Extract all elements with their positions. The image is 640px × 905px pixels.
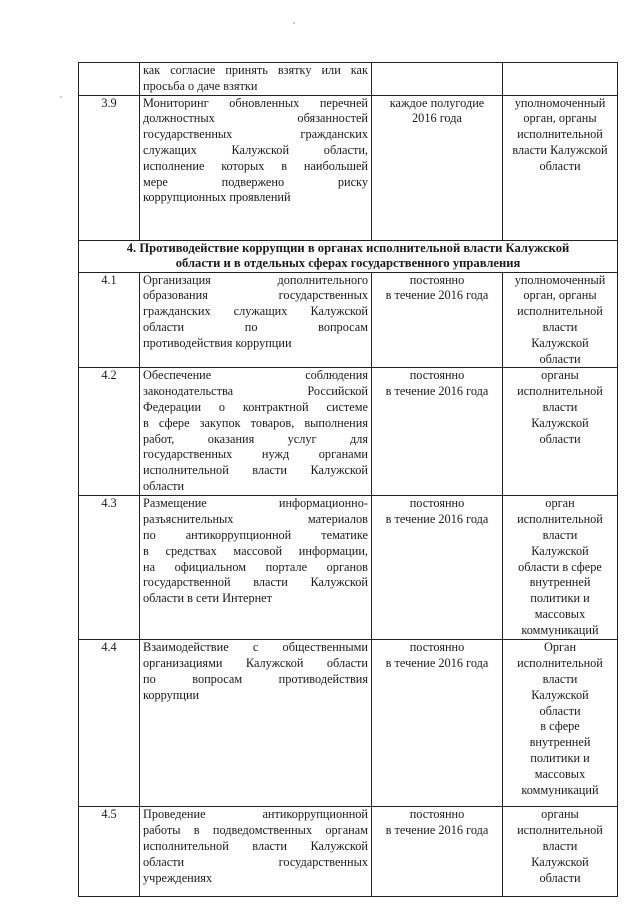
text-line: 4. Противодействие коррупции в органах исполнительной власти Калужской [126,240,570,255]
text-line: области по вопросам [143,319,368,334]
text-line: как согласие принять взятку или как [143,63,368,77]
text-line: разъяснительных материалов [143,512,368,527]
text-line: исполнение которых в наибольшей [143,158,368,173]
text-line: постоянно [409,368,465,383]
text-line: каждое полугодие [389,95,485,110]
text-line: в течение 2016 года [385,288,489,303]
text-line: политики и [530,750,590,765]
scan-speck [60,96,62,98]
execution-term [372,640,503,807]
text-line: государственных нужд органами [143,447,368,462]
text-line: Федерации о контрактной системе [143,399,368,414]
text-line: области [143,478,185,493]
text-line: власти [542,838,578,853]
text-line: постоянно [409,272,465,287]
responsible-executor [503,640,618,807]
text-line: области [539,431,581,446]
item-number: 4.5 [79,807,140,897]
execution-term [372,95,503,240]
measure-description [140,640,372,807]
text-line: в сфере [540,719,580,734]
text-line: учреждениях [143,870,213,885]
text-line: орган, органы [523,288,597,303]
text-line: Калужской [531,543,589,558]
text-line: области [539,158,581,173]
text-line: власти [542,671,578,686]
responsible-executor [503,496,618,640]
text-line: уполномоченный [514,272,606,287]
text-line: государственных гражданских [143,127,368,142]
text-line: власти Калужской [512,142,608,157]
text-line: работы в подведомственных органам [143,823,368,838]
item-number [79,63,140,96]
execution-term [372,272,503,368]
text-line: постоянно [409,640,465,655]
text-line: Организация дополнительного [143,272,368,287]
text-line: исполнительной [517,656,603,671]
text-line: государственной власти Калужской [143,575,368,590]
text-line: коммуникаций [521,622,599,637]
item-number: 4.4 [79,640,140,807]
execution-term [372,63,503,96]
text-line: на официальном портале органов [143,559,368,574]
item-number: 4.2 [79,368,140,496]
text-line: Калужской [531,415,589,430]
measure-description [140,63,372,96]
text-line: постоянно [409,496,465,511]
execution-term [372,807,503,897]
text-line: коррупционных проявлений [143,190,291,205]
text-line: исполнительной власти Калужской [143,463,368,478]
text-line: исполнительной [517,384,603,399]
text-line: служащих Калужской области, [143,142,368,157]
text-line: исполнительной [517,127,603,142]
text-line: Калужской [531,854,589,869]
table-row [79,272,618,368]
text-line: исполнительной [517,304,603,319]
text-line: власти [542,319,578,334]
text-line: области [539,870,581,885]
execution-term [372,368,503,496]
text-line: в течение 2016 года [385,823,489,838]
text-line: массовых [534,606,586,621]
section-heading-row [79,240,618,272]
text-line: просьба о даче взятки [143,78,258,93]
table-row [79,95,618,240]
text-line: работ, оказания услуг для [143,431,368,446]
text-line: коррупции [143,687,200,702]
action-plan-table [78,62,618,897]
item-number: 4.1 [79,272,140,368]
text-line: уполномоченный [514,95,606,110]
text-line: области [539,351,581,366]
measure-description [140,496,372,640]
table-row [79,368,618,496]
responsible-executor [503,63,618,96]
responsible-executor [503,95,618,240]
text-line: органы [541,368,579,383]
text-line: Размещение информационно- [143,496,368,511]
text-line: по антикоррупционной тематике [143,527,368,542]
text-line: исполнительной власти Калужской [143,838,368,853]
text-line: коммуникаций [521,782,599,797]
measure-description [140,807,372,897]
text-line: 2016 года [412,111,462,126]
table-row [79,496,618,640]
text-line: области в сети Интернет [143,591,273,606]
text-line: по вопросам противодействия [143,671,368,686]
text-line: в средствах массовой информации, [143,543,368,558]
text-line: должностных обязанностей [143,111,368,126]
measure-description [140,272,372,368]
text-line: Мониторинг обновленных перечней [143,95,368,110]
text-line: орган, органы [523,111,597,126]
text-line: власти [542,527,578,542]
text-line: Проведение антикоррупционной [143,807,368,822]
item-number: 3.9 [79,95,140,240]
measure-description [140,368,372,496]
responsible-executor [503,272,618,368]
text-line: в течение 2016 года [385,384,489,399]
table-row [79,63,618,96]
text-line: области и в отдельных сферах государственного управления [175,256,521,271]
text-line: власти [542,399,578,414]
scan-speck [293,22,295,24]
responsible-executor [503,807,618,897]
text-line: области государственных [143,854,368,869]
text-line: в течение 2016 года [385,656,489,671]
text-line: области в сфере [518,559,602,574]
table-row [79,807,618,897]
text-line: Обеспечение соблюдения [143,368,368,383]
text-line: законодательства Российской [143,384,368,399]
action-plan-table-body [79,63,618,897]
section-heading [79,240,618,272]
text-line: противодействия коррупции [143,335,292,350]
text-line: образования государственных [143,288,368,303]
text-line: Взаимодействие с общественными [143,640,368,655]
text-line: исполнительной [517,823,603,838]
text-line: области [539,703,581,718]
text-line: Орган [543,640,577,655]
measure-description [140,95,372,240]
text-line: мере подвержено риску [143,174,368,189]
execution-term [372,496,503,640]
text-line: исполнительной [517,512,603,527]
text-line: Калужской [531,335,589,350]
text-line: органы [541,807,579,822]
text-line: политики и [530,591,590,606]
text-line: постоянно [409,807,465,822]
text-line: внутренней [529,735,591,750]
table-row [79,640,618,807]
text-line: в течение 2016 года [385,512,489,527]
text-line: гражданских служащих Калужской [143,304,368,319]
responsible-executor [503,368,618,496]
text-line: организациями Калужской области [143,656,368,671]
text-line: массовых [534,766,586,781]
text-line: орган [545,496,575,511]
item-number: 4.3 [79,496,140,640]
text-line: внутренней [529,575,591,590]
text-line: Калужской [531,687,589,702]
text-line: в сфере закупок товаров, выполнения [143,415,368,430]
